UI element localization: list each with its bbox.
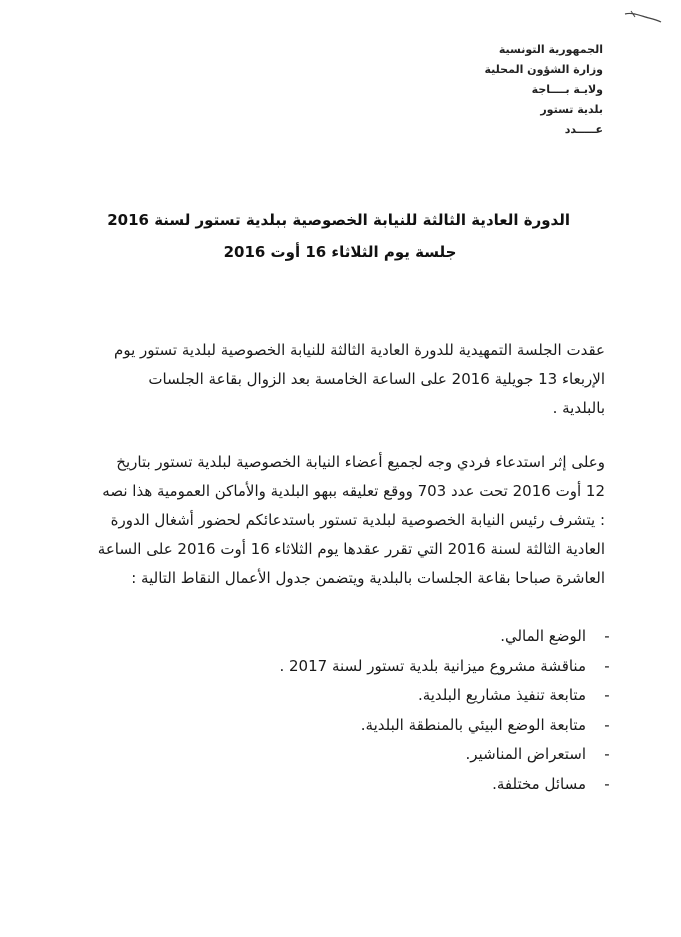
paragraph-line: العاشرة صباحا بقاعة الجلسات بالبلدية ويتضمن جدول الأعمال النقاط التالية : xyxy=(131,569,605,587)
paragraph-line: : يتشرف رئيس النيابة الخصوصية لبلدية تستور باستدعائكم لحضور أشغال الدورة xyxy=(110,511,605,529)
agenda-item-text: متابعة الوضع البيئي بالمنطقة البلدية. xyxy=(360,715,586,734)
bullet-dash: - xyxy=(604,686,610,704)
agenda-item xyxy=(200,681,620,711)
agenda-item xyxy=(200,770,620,800)
agenda-item xyxy=(200,652,620,682)
document-title xyxy=(107,204,570,268)
paragraph-preliminary-meeting xyxy=(95,336,605,423)
letterhead-governorate: ولايـة بــــاجة xyxy=(531,83,603,96)
paragraph-line: عقدت الجلسة التمهيدية للدورة العادية الثالثة للنيابة الخصوصية لبلدية تستور يوم xyxy=(114,341,605,359)
paragraph-line: بالبلدية . xyxy=(552,399,605,417)
paragraph-line: وعلى إثر استدعاء فردي وجه لجميع أعضاء النيابة الخصوصية لبلدية تستور بتاريخ xyxy=(116,453,605,471)
letterhead-number: عـــــدد xyxy=(564,123,603,136)
paragraph-convocation xyxy=(95,448,605,593)
paragraph-line: 12 أوت 2016 تحت عدد 703 ووقع تعليقه ببهو البلدية والأماكن العمومية هذا نصه xyxy=(102,482,605,500)
agenda-item xyxy=(200,740,620,770)
letterhead-municipality: بلدية تستور xyxy=(540,103,603,116)
bullet-dash: - xyxy=(604,745,610,763)
letterhead-country: الجمهورية التونسية xyxy=(498,43,603,56)
agenda-item xyxy=(200,711,620,741)
agenda-item xyxy=(200,622,620,652)
agenda-list xyxy=(200,622,620,799)
bullet-dash: - xyxy=(604,715,610,734)
bullet-dash: - xyxy=(604,774,610,793)
agenda-item-text: مناقشة مشروع ميزانية بلدية تستور لسنة 2017 . xyxy=(279,656,586,675)
agenda-item-text: متابعة تنفيذ مشاريع البلدية. xyxy=(417,686,586,704)
bullet-dash: - xyxy=(604,656,610,675)
paragraph-line: العادية الثالثة لسنة 2016 التي تقرر عقدها يوم الثلاثاء 16 أوت 2016 على الساعة xyxy=(97,540,605,558)
handwritten-mark xyxy=(623,8,663,26)
bullet-dash: - xyxy=(604,627,610,645)
title-date: جلسة يوم الثلاثاء 16 أوت 2016 xyxy=(223,243,457,261)
agenda-item-text: مسائل مختلفة. xyxy=(492,774,586,793)
title-session: الدورة العادية الثالثة للنيابة الخصوصية ببلدية تستور لسنة 2016 xyxy=(107,211,570,229)
letterhead-ministry: وزارة الشؤون المحلية xyxy=(484,63,603,76)
agenda-item-text: الوضع المالي. xyxy=(500,627,586,645)
agenda-item-text: استعراض المناشير. xyxy=(465,745,586,763)
letterhead xyxy=(453,40,603,140)
paragraph-line: الإربعاء 13 جويلية 2016 على الساعة الخامسة بعد الزوال بقاعة الجلسات xyxy=(148,370,605,388)
